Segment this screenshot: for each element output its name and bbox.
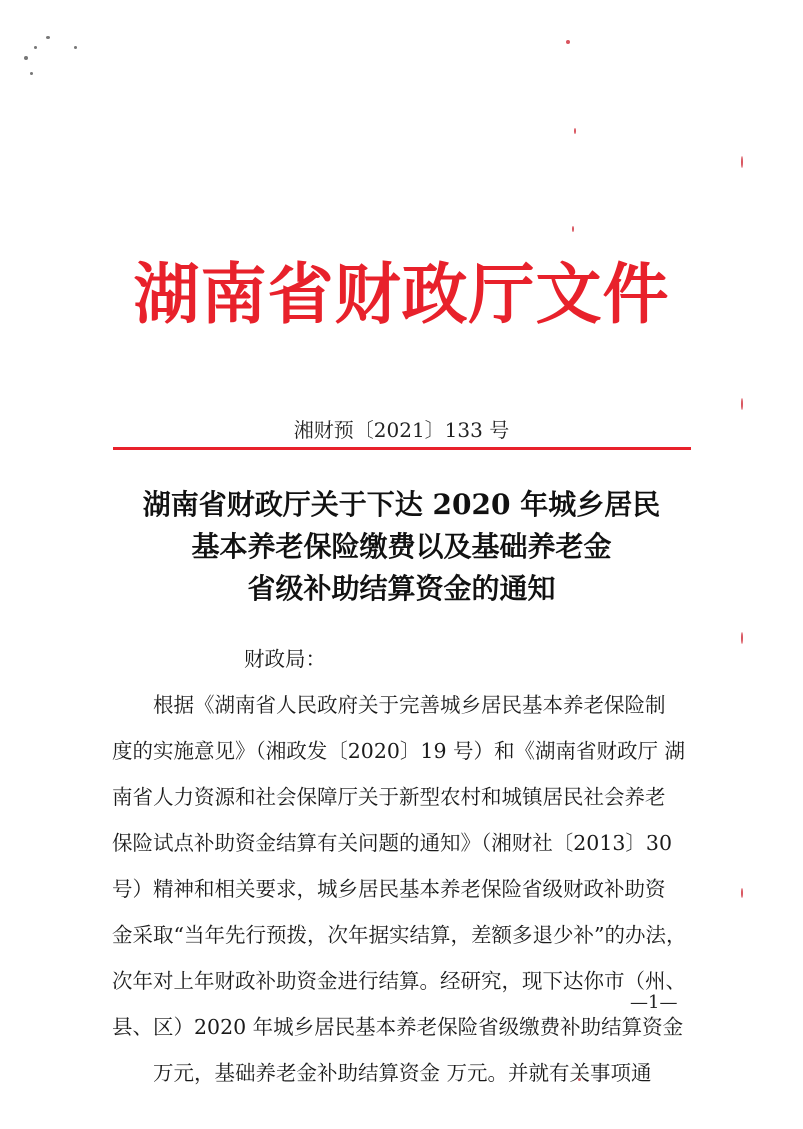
scan-speck — [30, 72, 33, 75]
body-line: 度的实施意见》（湘政发〔2020〕19 号）和《湖南省财政厅 湖 — [112, 739, 686, 763]
scan-speck — [566, 40, 570, 44]
title-line: 基本养老保险缴费以及基础养老金 — [191, 530, 612, 563]
body-line: 号）精神和相关要求，城乡居民基本养老保险省级财政补助资 — [112, 877, 666, 901]
body-line: 金采取“当年先行预拨，次年据实结算，差额多退少补”的办法， — [112, 923, 687, 947]
body-line: 次年对上年财政补助资金进行结算。经研究，现下达你市（州、 — [112, 969, 686, 993]
red-divider-rule — [113, 447, 691, 450]
body-line: 保险试点补助资金结算有关问题的通知》（湘财社〔2013〕30 — [112, 831, 673, 855]
body-line: 南省人力资源和社会保障厅关于新型农村和城镇居民社会养老 — [112, 785, 666, 809]
document-masthead: 湖南省财政厅文件 — [133, 256, 670, 333]
scan-speck — [741, 156, 743, 168]
document-title — [0, 484, 803, 610]
scan-speck — [741, 632, 743, 644]
scan-speck — [572, 226, 574, 232]
scan-speck — [574, 128, 576, 134]
document-body — [112, 636, 702, 1096]
scan-speck — [24, 56, 28, 60]
page-number: —1— — [630, 992, 678, 1013]
scan-speck — [34, 46, 37, 49]
body-line: 根据《湖南省人民政府关于完善城乡居民基本养老保险制 — [153, 693, 666, 717]
scan-speck — [741, 398, 743, 410]
scan-speck — [74, 46, 77, 49]
title-line: 湖南省财政厅关于下达 2020 年城乡居民 — [142, 488, 661, 521]
body-line: 万元，基础养老金补助结算资金 万元。并就有关事项通 — [153, 1061, 652, 1085]
document-number: 湘财预〔2021〕133 号 — [293, 418, 510, 442]
scan-speck — [741, 888, 743, 898]
scan-speck — [46, 36, 50, 39]
salutation: 财政局： — [244, 647, 326, 671]
body-line: 县、区）2020 年城乡居民基本养老保险省级缴费补助结算资金 — [112, 1015, 684, 1039]
title-line: 省级补助结算资金的通知 — [247, 572, 556, 605]
